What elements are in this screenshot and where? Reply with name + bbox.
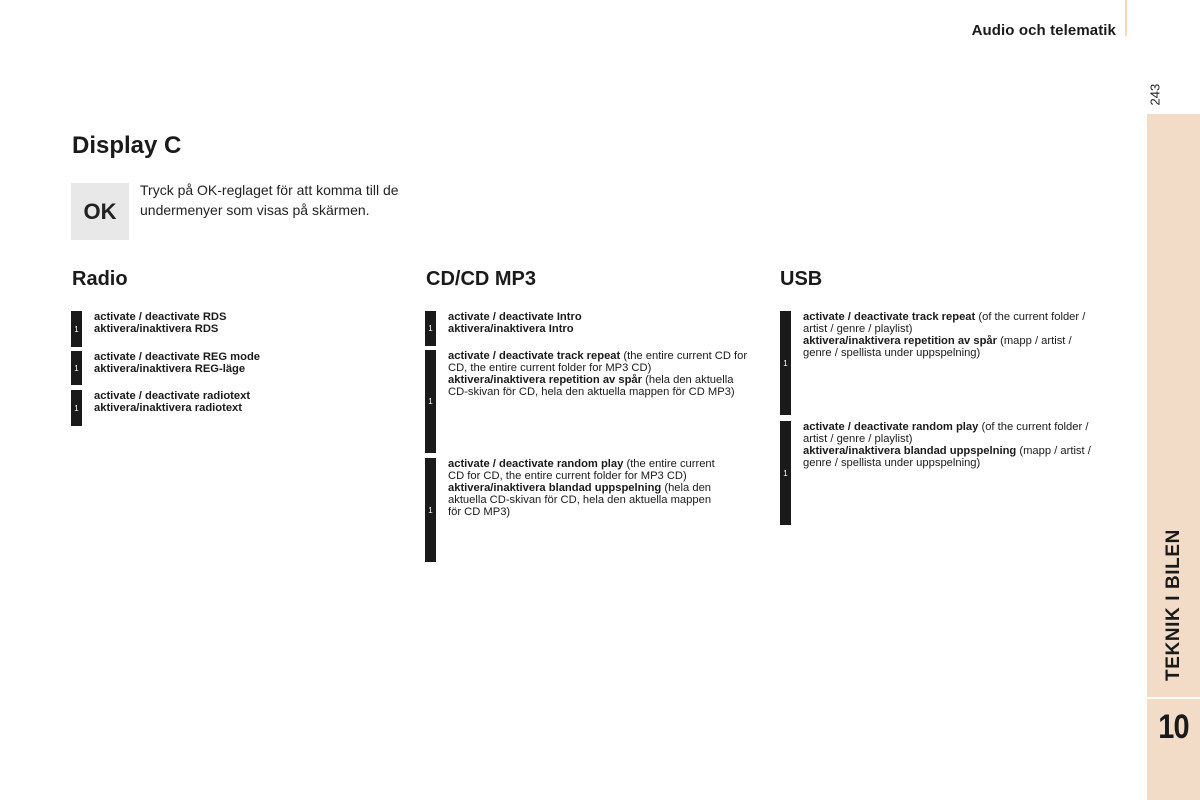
entry-number: 1 — [71, 390, 82, 426]
entry-sv: aktivera/inaktivera REG-läge — [94, 363, 246, 375]
entry-en-note: (of the current folder / artist / genre / playlist) — [803, 421, 1089, 445]
entry-sv-note: (hela den aktuella CD-skivan för CD, hela den aktuella mappen för CD MP3) — [448, 482, 712, 518]
entry-sv: aktivera/inaktivera repetition av spår — [803, 335, 998, 347]
radio-entry-rds — [71, 311, 391, 347]
entry-sv-note: (mapp / artist / genre / spellista under uppspelning) — [803, 445, 1091, 469]
page-number: 243 — [1147, 83, 1163, 106]
entry-en-note: (the entire current CD for CD, the entire current folder for MP3 CD) — [448, 350, 748, 374]
radio-entry-reg — [71, 351, 391, 385]
entry-number: 1 — [71, 311, 82, 347]
entry-sv-note: (mapp / artist / genre / spellista under uppspelning) — [803, 335, 1072, 359]
ok-instruction: Tryck på OK-reglaget för att komma till de undermenyer som visas på skärmen. — [140, 182, 399, 218]
entry-sv: aktivera/inaktivera blandad uppspelning — [803, 445, 1017, 457]
cd-entry-intro — [425, 311, 750, 346]
entry-sv: aktivera/inaktivera repetition av spår — [448, 374, 643, 386]
usb-entry-random — [780, 421, 1092, 525]
entry-sv-note: (hela den aktuella CD-skivan för CD, hela den aktuella mappen för CD MP3) — [448, 374, 735, 398]
entry-number: 1 — [780, 421, 791, 525]
chapter-tab-label — [1147, 520, 1200, 690]
chapter-number: 10 — [1158, 708, 1189, 746]
entry-en: activate / deactivate random play — [448, 458, 624, 470]
entry-en: activate / deactivate track repeat — [448, 350, 621, 362]
radio-heading: Radio — [72, 268, 128, 290]
entry-en: activate / deactivate random play — [803, 421, 979, 433]
entry-sv: aktivera/inaktivera Intro — [448, 323, 574, 335]
header-divider — [1125, 0, 1127, 36]
entry-number: 1 — [71, 351, 82, 385]
entry-en: activate / deactivate RDS — [94, 311, 227, 323]
entry-en: activate / deactivate track repeat — [803, 311, 976, 323]
radio-entry-radiotext — [71, 390, 391, 426]
entry-number: 1 — [425, 350, 436, 453]
usb-entry-repeat — [780, 311, 1092, 415]
chapter-tab-divider — [1147, 697, 1200, 699]
entry-en: activate / deactivate REG mode — [94, 351, 261, 363]
entry-number: 1 — [425, 458, 436, 562]
entry-number: 1 — [425, 311, 436, 346]
section-header: Audio och telematik — [971, 22, 1116, 39]
entry-sv: aktivera/inaktivera RDS — [94, 323, 219, 335]
chapter-tab-text: TEKNIK I BILEN — [1162, 529, 1184, 681]
ok-button-icon: OK — [71, 183, 129, 240]
entry-sv: aktivera/inaktivera blandad uppspelning — [448, 482, 662, 494]
entry-number: 1 — [780, 311, 791, 415]
entry-en: activate / deactivate radiotext — [94, 390, 251, 402]
cd-entry-repeat — [425, 350, 750, 453]
cd-entry-random — [425, 458, 750, 562]
entry-en-note: (of the current folder / artist / genre / playlist) — [803, 311, 1086, 335]
entry-sv: aktivera/inaktivera radiotext — [94, 402, 242, 414]
page-title: Display C — [72, 132, 182, 159]
cd-heading: CD/CD MP3 — [426, 268, 537, 290]
entry-en-note: (the entire current CD for CD, the entire current folder for MP3 CD) — [448, 458, 715, 482]
usb-heading: USB — [780, 268, 823, 290]
entry-en: activate / deactivate Intro — [448, 311, 582, 323]
